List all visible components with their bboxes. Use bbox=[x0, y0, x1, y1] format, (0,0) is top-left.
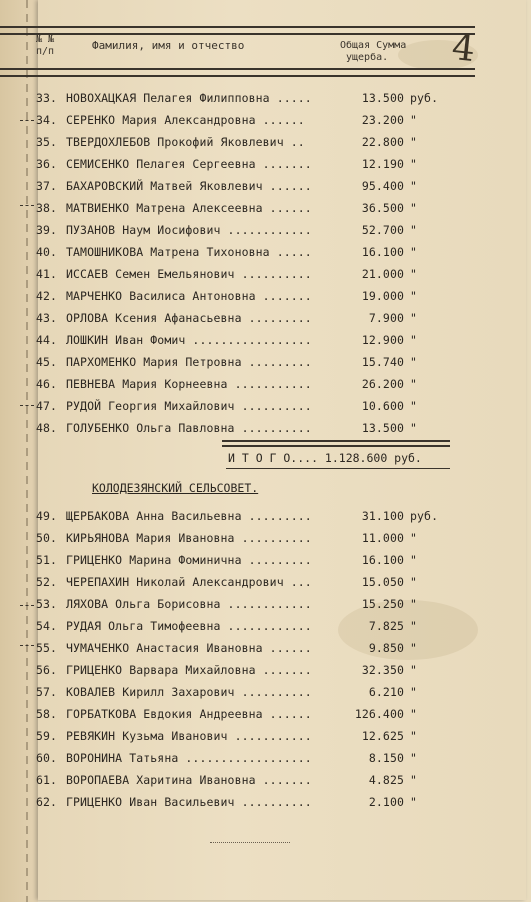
header-sum-sub: ущерба. bbox=[346, 52, 389, 63]
header-top-rule bbox=[0, 26, 475, 35]
list-row bbox=[36, 352, 456, 372]
page-number-handwritten: 4 bbox=[449, 26, 477, 71]
list-row bbox=[36, 264, 456, 284]
row-unit: " bbox=[410, 421, 418, 435]
row-amount: 15.050 bbox=[361, 575, 404, 589]
row-name: КИРЬЯНОВА Мария Ивановна .......... bbox=[66, 531, 312, 545]
row-name: ГРИЦЕНКО Марина Фоминична ......... bbox=[66, 553, 312, 567]
list-row bbox=[36, 638, 456, 658]
list-row bbox=[36, 792, 456, 812]
row-unit: " bbox=[410, 685, 418, 699]
row-unit: " bbox=[410, 179, 418, 193]
header-number-sub: п/п bbox=[36, 46, 55, 57]
row-name: СЕРЕНКО Мария Александровна ...... bbox=[66, 113, 305, 127]
row-unit: " bbox=[410, 377, 418, 391]
total-line: И Т О Г О.... 1.128.600 руб. bbox=[228, 451, 422, 465]
row-number: 33. bbox=[36, 91, 58, 105]
row-amount: 15.250 bbox=[361, 597, 404, 611]
row-number: 54. bbox=[36, 619, 58, 633]
row-amount: 22.800 bbox=[361, 135, 404, 149]
row-number: 59. bbox=[36, 729, 58, 743]
header-sum-label: Общая Сумма bbox=[340, 40, 407, 51]
row-unit: " bbox=[410, 157, 418, 171]
row-name: ПАРХОМЕНКО Мария Петровна ......... bbox=[66, 355, 312, 369]
row-unit: " bbox=[410, 333, 418, 347]
row-amount: 11.000 bbox=[361, 531, 404, 545]
row-name: ЛЯХОВА Ольга Борисовна ............ bbox=[66, 597, 312, 611]
list-row bbox=[36, 748, 456, 768]
row-name: КОВАЛЕВ Кирилл Захарович .......... bbox=[66, 685, 312, 699]
list-row bbox=[36, 726, 456, 746]
row-amount: 13.500 bbox=[361, 421, 404, 435]
row-name: СЕМИСЕНКО Пелагея Сергеевна ....... bbox=[66, 157, 312, 171]
row-unit: " bbox=[410, 619, 418, 633]
row-unit: " bbox=[410, 311, 418, 325]
row-number: 37. bbox=[36, 179, 58, 193]
row-amount: 23.200 bbox=[361, 113, 404, 127]
row-number: 47. bbox=[36, 399, 58, 413]
list-row bbox=[36, 286, 456, 306]
row-name: ТАМОШНИКОВА Матрена Тихоновна ..... bbox=[66, 245, 312, 259]
section-title: КОЛОДЕЗЯНСКИЙ СЕЛЬСОВЕТ. bbox=[92, 481, 259, 495]
row-name: ИССАЕВ Семен Емельянович .......... bbox=[66, 267, 312, 281]
row-unit: " bbox=[410, 575, 418, 589]
row-name: ВОРОНИНА Татьяна .................. bbox=[66, 751, 312, 765]
list-row bbox=[36, 682, 456, 702]
row-number: 40. bbox=[36, 245, 58, 259]
binding-strip bbox=[0, 0, 38, 902]
row-name: ГРИЦЕНКО Иван Васильевич .......... bbox=[66, 795, 312, 809]
row-unit: " bbox=[410, 245, 418, 259]
row-number: 49. bbox=[36, 509, 58, 523]
row-unit: " bbox=[410, 553, 418, 567]
row-name: БАХАРОВСКИЙ Матвей Яковлевич ...... bbox=[66, 179, 312, 193]
row-unit: " bbox=[410, 223, 418, 237]
row-amount: 95.400 bbox=[361, 179, 404, 193]
margin-tick bbox=[20, 120, 34, 121]
margin-tick bbox=[20, 205, 34, 206]
list-row bbox=[36, 220, 456, 240]
row-amount: 26.200 bbox=[361, 377, 404, 391]
row-number: 48. bbox=[36, 421, 58, 435]
row-amount: 32.350 bbox=[361, 663, 404, 677]
list-row bbox=[36, 330, 456, 350]
row-amount: 36.500 bbox=[361, 201, 404, 215]
row-unit: " bbox=[410, 641, 418, 655]
row-number: 46. bbox=[36, 377, 58, 391]
row-number: 34. bbox=[36, 113, 58, 127]
row-number: 43. bbox=[36, 311, 58, 325]
row-name: ЧЕРЕПАХИН Николай Александрович ... bbox=[66, 575, 312, 589]
row-amount: 15.740 bbox=[361, 355, 404, 369]
row-amount: 6.210 bbox=[368, 685, 404, 699]
row-name: ОРЛОВА Ксения Афанасьевна ......... bbox=[66, 311, 312, 325]
total-rule bbox=[222, 440, 450, 447]
row-number: 60. bbox=[36, 751, 58, 765]
row-amount: 7.825 bbox=[368, 619, 404, 633]
list-row bbox=[36, 770, 456, 790]
row-number: 44. bbox=[36, 333, 58, 347]
row-name: ПЕВНЕВА Мария Корнеевна ........... bbox=[66, 377, 312, 391]
row-name: ЧУМАЧЕНКО Анастасия Ивановна ...... bbox=[66, 641, 312, 655]
row-name: РЕВЯКИН Кузьма Иванович ........... bbox=[66, 729, 312, 743]
row-unit: " bbox=[410, 267, 418, 281]
row-amount: 16.100 bbox=[361, 553, 404, 567]
row-number: 42. bbox=[36, 289, 58, 303]
row-number: 45. bbox=[36, 355, 58, 369]
row-unit: " bbox=[410, 355, 418, 369]
row-amount: 4.825 bbox=[368, 773, 404, 787]
list-row bbox=[36, 572, 456, 592]
row-number: 39. bbox=[36, 223, 58, 237]
row-number: 36. bbox=[36, 157, 58, 171]
total-underline bbox=[226, 468, 450, 469]
row-number: 53. bbox=[36, 597, 58, 611]
faint-dotted-line bbox=[210, 842, 290, 843]
row-unit: " bbox=[410, 201, 418, 215]
list-row bbox=[36, 242, 456, 262]
row-name: МАТВИЕНКО Матрена Алексеевна ...... bbox=[66, 201, 312, 215]
row-name: ЩЕРБАКОВА Анна Васильевна ......... bbox=[66, 509, 312, 523]
row-name: НОВОХАЦКАЯ Пелагея Филипповна ..... bbox=[66, 91, 312, 105]
row-name: МАРЧЕНКО Василиса Антоновна ....... bbox=[66, 289, 312, 303]
list-row bbox=[36, 88, 456, 108]
header-sum-col bbox=[340, 40, 406, 64]
row-unit: " bbox=[410, 597, 418, 611]
list-row bbox=[36, 308, 456, 328]
list-row bbox=[36, 110, 456, 130]
row-number: 61. bbox=[36, 773, 58, 787]
row-number: 57. bbox=[36, 685, 58, 699]
row-unit: " bbox=[410, 707, 418, 721]
row-unit: " bbox=[410, 135, 418, 149]
row-amount: 12.190 bbox=[361, 157, 404, 171]
list-row bbox=[36, 132, 456, 152]
row-amount: 126.400 bbox=[354, 707, 404, 721]
list-row bbox=[36, 528, 456, 548]
row-number: 51. bbox=[36, 553, 58, 567]
header-name-col: Фамилия, имя и отчество bbox=[92, 39, 245, 52]
row-number: 52. bbox=[36, 575, 58, 589]
row-unit: руб. bbox=[410, 509, 439, 523]
binding-stitch bbox=[26, 0, 28, 902]
row-number: 62. bbox=[36, 795, 58, 809]
row-number: 41. bbox=[36, 267, 58, 281]
row-name: ГРИЦЕНКО Варвара Михайловна ....... bbox=[66, 663, 312, 677]
row-amount: 52.700 bbox=[361, 223, 404, 237]
header-number-label: № № bbox=[36, 34, 55, 45]
row-name: ТВЕРДОХЛЕБОВ Прокофий Яковлевич .. bbox=[66, 135, 305, 149]
row-name: ЛОШКИН Иван Фомич ................. bbox=[66, 333, 312, 347]
row-unit: " bbox=[410, 113, 418, 127]
row-number: 50. bbox=[36, 531, 58, 545]
row-number: 38. bbox=[36, 201, 58, 215]
list-row bbox=[36, 550, 456, 570]
row-amount: 13.500 bbox=[361, 91, 404, 105]
row-unit: " bbox=[410, 663, 418, 677]
row-name: ВОРОПАЕВА Харитина Ивановна ....... bbox=[66, 773, 312, 787]
header-bottom-rule bbox=[0, 68, 475, 77]
list-row bbox=[36, 154, 456, 174]
row-amount: 7.900 bbox=[368, 311, 404, 325]
list-row bbox=[36, 396, 456, 416]
list-row bbox=[36, 198, 456, 218]
row-unit: " bbox=[410, 729, 418, 743]
list-row bbox=[36, 506, 456, 526]
list-row bbox=[36, 704, 456, 724]
row-amount: 12.900 bbox=[361, 333, 404, 347]
row-unit: руб. bbox=[410, 91, 439, 105]
row-unit: " bbox=[410, 531, 418, 545]
margin-tick bbox=[20, 645, 34, 646]
list-row bbox=[36, 594, 456, 614]
row-name: ГОРБАТКОВА Евдокия Андреевна ...... bbox=[66, 707, 312, 721]
row-amount: 21.000 bbox=[361, 267, 404, 281]
row-amount: 12.625 bbox=[361, 729, 404, 743]
row-unit: " bbox=[410, 773, 418, 787]
row-amount: 2.100 bbox=[368, 795, 404, 809]
row-number: 58. bbox=[36, 707, 58, 721]
row-amount: 10.600 bbox=[361, 399, 404, 413]
row-name: ГОЛУБЕНКО Ольга Павловна .......... bbox=[66, 421, 312, 435]
row-amount: 8.150 bbox=[368, 751, 404, 765]
row-amount: 19.000 bbox=[361, 289, 404, 303]
row-unit: " bbox=[410, 289, 418, 303]
row-unit: " bbox=[410, 751, 418, 765]
row-number: 55. bbox=[36, 641, 58, 655]
row-unit: " bbox=[410, 399, 418, 413]
margin-tick bbox=[20, 405, 34, 406]
row-number: 56. bbox=[36, 663, 58, 677]
row-name: РУДАЯ Ольга Тимофеевна ............ bbox=[66, 619, 312, 633]
row-amount: 9.850 bbox=[368, 641, 404, 655]
row-name: РУДОЙ Георгия Михайлович .......... bbox=[66, 399, 312, 413]
list-row bbox=[36, 176, 456, 196]
margin-tick bbox=[20, 605, 34, 606]
list-row bbox=[36, 616, 456, 636]
row-amount: 16.100 bbox=[361, 245, 404, 259]
row-amount: 31.100 bbox=[361, 509, 404, 523]
row-unit: " bbox=[410, 795, 418, 809]
header-number-col bbox=[36, 34, 54, 58]
list-row bbox=[36, 418, 456, 438]
row-number: 35. bbox=[36, 135, 58, 149]
row-name: ПУЗАНОВ Наум Иосифович ............ bbox=[66, 223, 312, 237]
list-row bbox=[36, 660, 456, 680]
list-row bbox=[36, 374, 456, 394]
